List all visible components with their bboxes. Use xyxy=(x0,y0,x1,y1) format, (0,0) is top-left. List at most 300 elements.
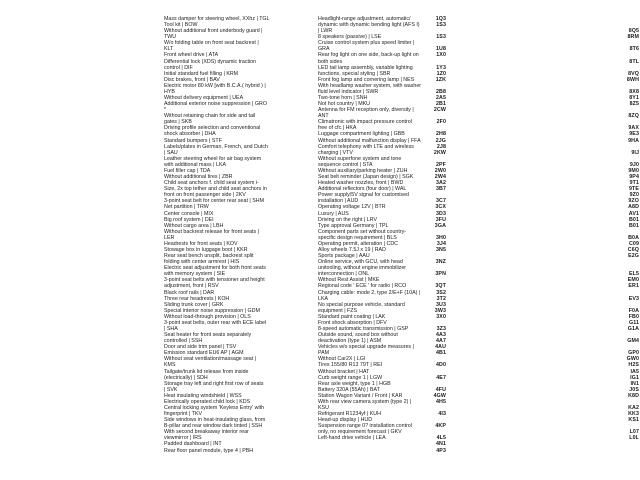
description-line: Not hot country | MKU xyxy=(318,101,371,108)
description-line: Front fog lamp and cornering lamp | NES xyxy=(318,76,415,83)
equipment-code: 1ZK xyxy=(435,76,446,83)
equipment-code: 3J4 xyxy=(436,240,446,247)
equipment-code: 4L5 xyxy=(436,435,446,442)
equipment-code-cell xyxy=(418,448,446,454)
equipment-code: 8ZQ xyxy=(628,113,639,120)
equipment-code: 3U3 xyxy=(435,301,446,308)
equipment-item xyxy=(318,344,639,356)
description-line: Rear fog light on one side, back-up light on xyxy=(318,52,419,59)
equipment-code: 4P3 xyxy=(436,447,446,454)
description-line: 3-point seat belts with tensioner and height xyxy=(164,277,265,284)
equipment-code: 2J8 xyxy=(436,143,446,150)
equipment-code-cell xyxy=(609,40,639,52)
description-line: Front wheel drive | ATA xyxy=(164,52,219,59)
description-line: (electrically) | SDH xyxy=(164,374,208,381)
description-line: Online service, with GCU, with head xyxy=(318,259,403,266)
description-line: Additional exterior noise suppression | GRO xyxy=(164,101,267,108)
equipment-code: 3CX xyxy=(435,204,446,211)
equipment-code: 4N1 xyxy=(435,441,446,448)
description-line: Stowage box in luggage boot | KKR xyxy=(164,246,248,253)
description-line: Without bracket | HAT xyxy=(318,368,370,375)
equipment-code: 9Z0 xyxy=(629,192,639,199)
description-line: charging | VTV xyxy=(318,149,353,156)
description-line: B-pillar and rear window dark tinted | SSH xyxy=(164,423,263,430)
equipment-code: 3QT xyxy=(435,283,446,290)
equipment-code: L07 xyxy=(629,429,639,436)
equipment-description xyxy=(318,192,609,204)
equipment-code: IA5 xyxy=(630,368,639,375)
description-line: Left-hand drive vehicle | LEA xyxy=(318,435,386,442)
equipment-code: 4KP xyxy=(435,423,446,430)
description-line: Tires 155/80 R13 79T | REI xyxy=(318,362,383,369)
description-line: Refrigerant R1234yf | KUH xyxy=(318,411,381,418)
description-line: Battery 320A (55Ah) | BAT xyxy=(318,386,380,393)
description-line: KLT xyxy=(164,46,174,53)
equipment-list-right xyxy=(318,16,639,441)
equipment-description xyxy=(318,40,609,52)
description-line: Regional code ' ECE ' for radio | RCO xyxy=(318,283,407,290)
equipment-code: 1S3 xyxy=(436,34,446,41)
description-line: Luxury | AUS xyxy=(318,210,349,217)
equipment-code: 3W3 xyxy=(434,307,446,314)
equipment-code: H2S xyxy=(628,362,639,369)
description-line: gates | SKB xyxy=(164,119,192,126)
equipment-code: 3N5 xyxy=(435,246,446,253)
equipment-code: EM0 xyxy=(627,277,639,284)
description-line: Curb weight range 1 | LGW xyxy=(318,374,383,381)
equipment-code: 8RM xyxy=(627,34,639,41)
equipment-item xyxy=(318,259,639,277)
equipment-code: 2F0 xyxy=(436,119,446,126)
description-line: Head-up display | HUD xyxy=(318,417,373,424)
equipment-code-cell xyxy=(609,229,639,241)
equipment-code: 4I3 xyxy=(438,411,446,418)
description-line: Disc brakes, front | BAV xyxy=(164,76,220,83)
equipment-description xyxy=(318,399,609,411)
description-line: Without Rest Assist | MKE xyxy=(318,277,380,284)
equipment-description xyxy=(318,259,609,277)
equipment-code: 3D3 xyxy=(435,210,446,217)
description-line: Without superfone system and tone xyxy=(318,155,402,162)
equipment-code: G11 xyxy=(628,319,639,326)
equipment-code: 2KW xyxy=(433,149,446,156)
description-line: Operating permit, alteration | CDC xyxy=(318,240,398,247)
equipment-code: FB0 xyxy=(628,313,639,320)
description-line: Black roof rails | DAR xyxy=(164,289,215,296)
description-line: unitooling, without engine immobilizer xyxy=(318,265,407,272)
description-line: shock absorber | DHA xyxy=(164,131,216,138)
description-line: Storage tray left and right first row of seats xyxy=(164,380,264,387)
equipment-code-cell xyxy=(609,332,639,344)
description-line: | LWR xyxy=(318,28,333,35)
description-line: Electric seat adjustment for both front seats xyxy=(164,265,266,272)
description-line: KSU xyxy=(318,405,329,411)
description-line: Cruise control system plus speed limiter | xyxy=(318,40,415,47)
equipment-code-cell xyxy=(609,290,639,302)
description-line: W/o folding table on front seat backrest | xyxy=(164,40,259,47)
equipment-code: KA2 xyxy=(628,405,639,411)
description-line: specific design requirement | BLS xyxy=(318,234,397,241)
equipment-code: 3X0 xyxy=(436,313,446,320)
equipment-code: 9J0 xyxy=(629,161,639,168)
equipment-code: 3GA xyxy=(434,222,446,229)
description-line: Tool kit | BOW xyxy=(164,22,198,29)
description-line: Without delivery equipment | UEA xyxy=(164,95,244,102)
description-line: GRA xyxy=(318,46,330,53)
description-line: Big roof system | DEI xyxy=(164,216,214,223)
description-line: controlled | SSH xyxy=(164,338,203,345)
equipment-code: 1X0 xyxy=(436,52,446,59)
description-line: Rear floor panel module, type 4 | PBH xyxy=(164,447,254,454)
description-line: ANT xyxy=(318,113,329,120)
description-line: 8-speed automatic transmission | GSP xyxy=(318,325,409,332)
equipment-description xyxy=(318,119,609,131)
description-line: Front shock absorption | DFV xyxy=(318,319,387,326)
equipment-code: C6Q xyxy=(627,246,639,253)
equipment-code: 1Y3 xyxy=(436,64,446,71)
description-line: KMS xyxy=(164,362,176,369)
equipment-code: G1A xyxy=(627,325,639,332)
equipment-code: 1Q3 xyxy=(435,16,446,22)
description-line: Without additional front underbody guard | xyxy=(164,28,263,35)
description-line: No special purpose vehicle, standard xyxy=(318,301,405,308)
equipment-code: 2JG xyxy=(435,137,446,144)
equipment-item xyxy=(318,229,639,241)
equipment-item xyxy=(318,192,639,204)
description-line: fluid level indicator | SWR xyxy=(318,88,379,95)
description-line: Alloy wheels 7.5J x 19 | RAD xyxy=(318,246,386,253)
equipment-description xyxy=(318,344,609,356)
equipment-code-cell xyxy=(609,423,639,435)
equipment-code-cell xyxy=(609,52,639,64)
equipment-code: 9ZO xyxy=(628,198,639,205)
description-line: viewmirror | IRS xyxy=(164,435,202,442)
equipment-code: 4GW xyxy=(433,392,446,399)
equipment-code: 8TL xyxy=(629,58,639,65)
equipment-code: 8T6 xyxy=(629,46,639,53)
equipment-item xyxy=(318,107,639,119)
equipment-code-cell xyxy=(609,144,639,156)
equipment-code: A8D xyxy=(628,204,639,211)
description-line: Initial standard fuel filling | KRM xyxy=(164,70,239,77)
description-line: 8 speakers (passive) | LSE xyxy=(318,34,382,41)
description-line: only, no requirement forecast | GKV xyxy=(318,429,402,436)
equipment-code: 4FU xyxy=(435,386,446,393)
equipment-code-cell xyxy=(609,259,639,277)
equipment-code: 3H0 xyxy=(435,234,446,241)
equipment-code: 9E3 xyxy=(629,131,639,138)
equipment-item xyxy=(318,119,639,131)
equipment-code: 8Z5 xyxy=(629,101,639,108)
description-line: Driving on the right | LRV xyxy=(318,216,377,223)
equipment-code: L0L xyxy=(629,435,639,442)
description-line: Sports package | AAU xyxy=(318,253,370,260)
equipment-code: K8D xyxy=(628,392,639,399)
description-line: Central locking system 'Keyless Entry' with xyxy=(164,405,265,411)
equipment-code-cell xyxy=(609,83,639,95)
description-line: LKA xyxy=(318,295,329,302)
equipment-code: 3PN xyxy=(435,271,446,278)
equipment-code-cell xyxy=(609,119,639,131)
description-line: Heated washer nozzles, front | BWD xyxy=(318,180,404,187)
description-line: Special interior noise suppression | GDM xyxy=(164,307,260,314)
description-line: equipment | FZS xyxy=(318,307,358,314)
description-line: sequence control | STA xyxy=(318,161,373,168)
description-line: | SVK xyxy=(164,386,178,393)
description-line: Center console | MIX xyxy=(164,210,214,217)
description-line: Emission standard EU6 AP | AGM xyxy=(164,350,244,357)
equipment-description xyxy=(318,229,609,241)
equipment-code: 4A7 xyxy=(435,338,446,345)
equipment-code: 8Q5 xyxy=(628,28,639,35)
description-line: Rear seat bench unsplit, backrest split xyxy=(164,253,254,260)
equipment-code-cell xyxy=(609,399,639,411)
equipment-code: 1S3 xyxy=(436,22,446,29)
description-line: Headrests for front seats | KOV xyxy=(164,240,238,247)
equipment-code: 2W4 xyxy=(434,174,446,181)
description-line: dynamic with dynamic bending light (AFS I) xyxy=(318,22,420,29)
equipment-item xyxy=(318,65,639,77)
description-line: Additional reflectors (four door) | WAL xyxy=(318,186,407,193)
description-line: Electrically operated child lock | KDS xyxy=(164,398,251,405)
equipment-code: 2W0 xyxy=(434,167,446,174)
description-line: With rear view camera system (type 2) | xyxy=(318,398,412,405)
equipment-code: 2A5 xyxy=(435,95,446,102)
description-line: Standard bumpers | STF xyxy=(164,137,222,144)
equipment-code: KS1 xyxy=(628,417,639,424)
description-line: deactivation (type 1) | ASM xyxy=(318,338,382,345)
equipment-item xyxy=(318,83,639,95)
description-line: interconnection | ONL xyxy=(318,271,370,278)
description-line: Without backrest release for front seats | xyxy=(164,228,259,235)
equipment-code: 3B7 xyxy=(435,186,446,193)
description-line: Child seat anchors f. child seat system i- xyxy=(164,180,259,187)
equipment-description xyxy=(318,107,609,119)
description-line: Station Wagon Variant / Front | KAR xyxy=(318,392,403,399)
description-line: with additional mass | LKA xyxy=(164,161,227,168)
equipment-code: 9TE xyxy=(628,186,639,193)
description-line: Three rear headrests | KOH xyxy=(164,295,230,302)
description-line: Suspension range 0? installation control xyxy=(318,423,412,430)
equipment-code: B01 xyxy=(628,222,639,229)
description-line: Without load-through provision | OLS xyxy=(164,313,251,320)
equipment-code: 4H5 xyxy=(435,398,446,405)
equipment-code-cell xyxy=(609,302,639,314)
equipment-code: 3T2 xyxy=(436,295,446,302)
description-line: Antenna for FM reception only, diversity | xyxy=(318,107,414,114)
equipment-code: C09 xyxy=(628,240,639,247)
description-line: Charging cable: mode 2, type 2/E+F (10A) | xyxy=(318,289,421,296)
description-line: Heat insulating windshield | WSS xyxy=(164,392,242,399)
equipment-code: 3S2 xyxy=(436,289,446,296)
equipment-item xyxy=(318,435,639,441)
equipment-code: 9P4 xyxy=(629,174,639,181)
description-line: 3-point seat belts, outer rear with ECE label xyxy=(164,319,267,326)
description-line: functions, special styling | SBR xyxy=(318,70,391,77)
description-line: | SHA xyxy=(164,325,178,332)
description-line: Without Car2X | LGI xyxy=(318,356,366,363)
description-line: Without cargo area | LBH xyxy=(164,222,224,229)
description-line: Without retaining chain for side and tail xyxy=(164,113,256,120)
equipment-code: J0S xyxy=(629,386,639,393)
description-line: Outside sound, sound box without xyxy=(318,332,398,339)
equipment-code: KK3 xyxy=(628,411,639,418)
equipment-description xyxy=(318,435,609,441)
description-line: control | DIF xyxy=(164,64,193,71)
equipment-code: 3C7 xyxy=(435,198,446,205)
equipment-description xyxy=(318,52,609,64)
description-line: LER xyxy=(164,234,175,241)
description-line: Door and side trim panel | TSV xyxy=(164,344,237,351)
description-line: HYB xyxy=(164,88,175,95)
equipment-description xyxy=(318,290,609,302)
description-line: installation | AUD xyxy=(318,198,359,205)
description-line: Headlight-range adjustment, automatic/ xyxy=(318,16,411,22)
description-line: Luggage compartment lighting | GBB xyxy=(318,131,405,138)
equipment-code: 8WH xyxy=(626,76,639,83)
description-line: folding with center armrest | HIS xyxy=(164,259,240,266)
description-line: 3-point seat belt for center rear seat | SHM xyxy=(164,198,265,205)
description-line: fingerprint | TKV xyxy=(164,411,203,418)
equipment-code: EL5 xyxy=(628,271,639,278)
equipment-code: IN1 xyxy=(630,380,639,387)
description-line: Standard paint coating | LAK xyxy=(318,313,386,320)
equipment-code-cell xyxy=(609,65,639,77)
equipment-item xyxy=(164,448,446,454)
equipment-code: GW0 xyxy=(626,356,639,363)
description-line: With second breakaway interior rear xyxy=(164,429,249,436)
equipment-code: B01 xyxy=(628,216,639,223)
description-line: Without seat ventilation/massage seat | xyxy=(164,356,257,363)
equipment-code: GP0 xyxy=(628,350,639,357)
description-line: Operating voltage 12V | BTR xyxy=(318,204,386,211)
equipment-code: 3NZ xyxy=(435,259,446,266)
description-line: front on front passenger side | 2KV xyxy=(164,192,246,199)
equipment-code: IG1 xyxy=(630,374,639,381)
equipment-code: E2G xyxy=(628,253,639,260)
equipment-code: 4A3 xyxy=(435,332,446,339)
description-line: With headlamp washer system, with washer xyxy=(318,82,422,89)
description-line: LED tail lamp assembly, variable lighting xyxy=(318,64,413,71)
equipment-code: 1U8 xyxy=(435,46,446,53)
equipment-item xyxy=(318,156,639,168)
description-line: Mass damper for steering wheel, XXhz | TGL xyxy=(164,16,270,22)
description-line: Differential lock (XDS) dynamic traction xyxy=(164,58,257,65)
equipment-code: 2PF xyxy=(435,161,446,168)
equipment-description xyxy=(164,448,418,454)
description-line: Two-tone horn | SNH xyxy=(318,95,368,102)
equipment-description xyxy=(318,332,609,344)
equipment-code: 4E7 xyxy=(436,374,446,381)
description-line: Without additional tires | ZBR xyxy=(164,174,233,181)
equipment-code-cell xyxy=(609,16,639,34)
description-line: Climatronic with impact pressure control xyxy=(318,119,412,126)
equipment-code: 2B1 xyxy=(435,101,446,108)
description-line: Electric motor 80 kW [with B.C.A.( hybrid ) | xyxy=(164,82,266,89)
equipment-code: ER1 xyxy=(628,283,639,290)
equipment-description xyxy=(318,156,609,168)
description-line: Size, 2x top tether and child seat anchors in xyxy=(164,186,267,193)
equipment-code: 8VQ xyxy=(628,70,639,77)
description-line: Leather steering wheel for air bag system xyxy=(164,155,262,162)
equipment-item xyxy=(318,40,639,52)
description-line: Fuel filler cap | TDA xyxy=(164,167,211,174)
description-line: free of cfc | HKA xyxy=(318,125,357,132)
equipment-item xyxy=(318,302,639,314)
equipment-code: 3A2 xyxy=(435,180,446,187)
equipment-code: F0A xyxy=(628,307,639,314)
description-line: PAM xyxy=(318,350,330,357)
equipment-description xyxy=(318,302,609,314)
equipment-code: 4D0 xyxy=(435,362,446,369)
equipment-code: 3Z3 xyxy=(436,325,446,332)
equipment-code: 2B8 xyxy=(435,88,446,95)
equipment-code: 9IJ xyxy=(631,149,639,156)
description-line: Labels/plates in German, French, and Dutch xyxy=(164,143,268,150)
description-line: adjustment, front | RSV xyxy=(164,283,219,290)
equipment-code: 1Z0 xyxy=(436,70,446,77)
description-line: Type approval Germany | TPL xyxy=(318,222,389,229)
description-line: Seat heater for front seats separately xyxy=(164,332,252,339)
description-line: Without auxiliary/parking heater | ZUH xyxy=(318,167,408,174)
description-line: Component parts set without country- xyxy=(318,228,407,235)
equipment-description xyxy=(318,423,609,435)
description-line: Vehicles w/o special upgrade measures | xyxy=(318,344,414,351)
description-line: Padded dashboard | INT xyxy=(164,441,222,448)
description-line: both sides xyxy=(318,58,343,65)
equipment-description xyxy=(318,144,609,156)
equipment-code: 2CW xyxy=(433,107,446,114)
equipment-code: 9M0 xyxy=(628,167,639,174)
description-line: Side windows in heat-insulating glass, from xyxy=(164,417,266,424)
equipment-item xyxy=(318,290,639,302)
equipment-code-cell xyxy=(609,156,639,168)
equipment-code: GM4 xyxy=(627,338,639,345)
equipment-code-cell xyxy=(609,192,639,204)
description-line: Net partition | TRW xyxy=(164,204,209,211)
equipment-description xyxy=(318,65,609,77)
equipment-code: 9HA xyxy=(628,137,639,144)
description-line: Sliding trunk cover | GRK xyxy=(164,301,224,308)
equipment-code: 8Y1 xyxy=(629,95,639,102)
equipment-code: 3FU xyxy=(435,216,446,223)
description-line: Comfort telephony with LTE and wireless xyxy=(318,143,414,150)
description-line: Power supply/5V signal for customised xyxy=(318,192,409,199)
description-line: | SAU xyxy=(164,149,178,156)
equipment-code: 4AU xyxy=(435,344,446,351)
equipment-item xyxy=(318,16,639,34)
description-line: Driving profile selection and conventional xyxy=(164,125,261,132)
equipment-code: 9AX xyxy=(628,125,639,132)
equipment-item xyxy=(318,52,639,64)
description-line: Rear axle weight, type 1 | HGB xyxy=(318,380,391,387)
equipment-item xyxy=(318,423,639,435)
equipment-code: 2H8 xyxy=(435,131,446,138)
equipment-description xyxy=(318,16,609,34)
description-line: Seat belt reminder (Japan design) | SGK xyxy=(318,174,414,181)
equipment-description xyxy=(318,83,609,95)
equipment-item xyxy=(318,332,639,344)
equipment-code: 8X8 xyxy=(629,88,639,95)
equipment-code: B0A xyxy=(628,234,639,241)
equipment-code-cell xyxy=(609,107,639,119)
description-line: TWU xyxy=(164,34,177,41)
equipment-code-cell xyxy=(609,344,639,356)
description-line: with memory system | SIE xyxy=(164,271,226,278)
equipment-code: EV3 xyxy=(628,295,639,302)
description-line: Tailgate/trunk lid release from inside xyxy=(164,368,249,375)
equipment-code-cell xyxy=(609,435,639,441)
